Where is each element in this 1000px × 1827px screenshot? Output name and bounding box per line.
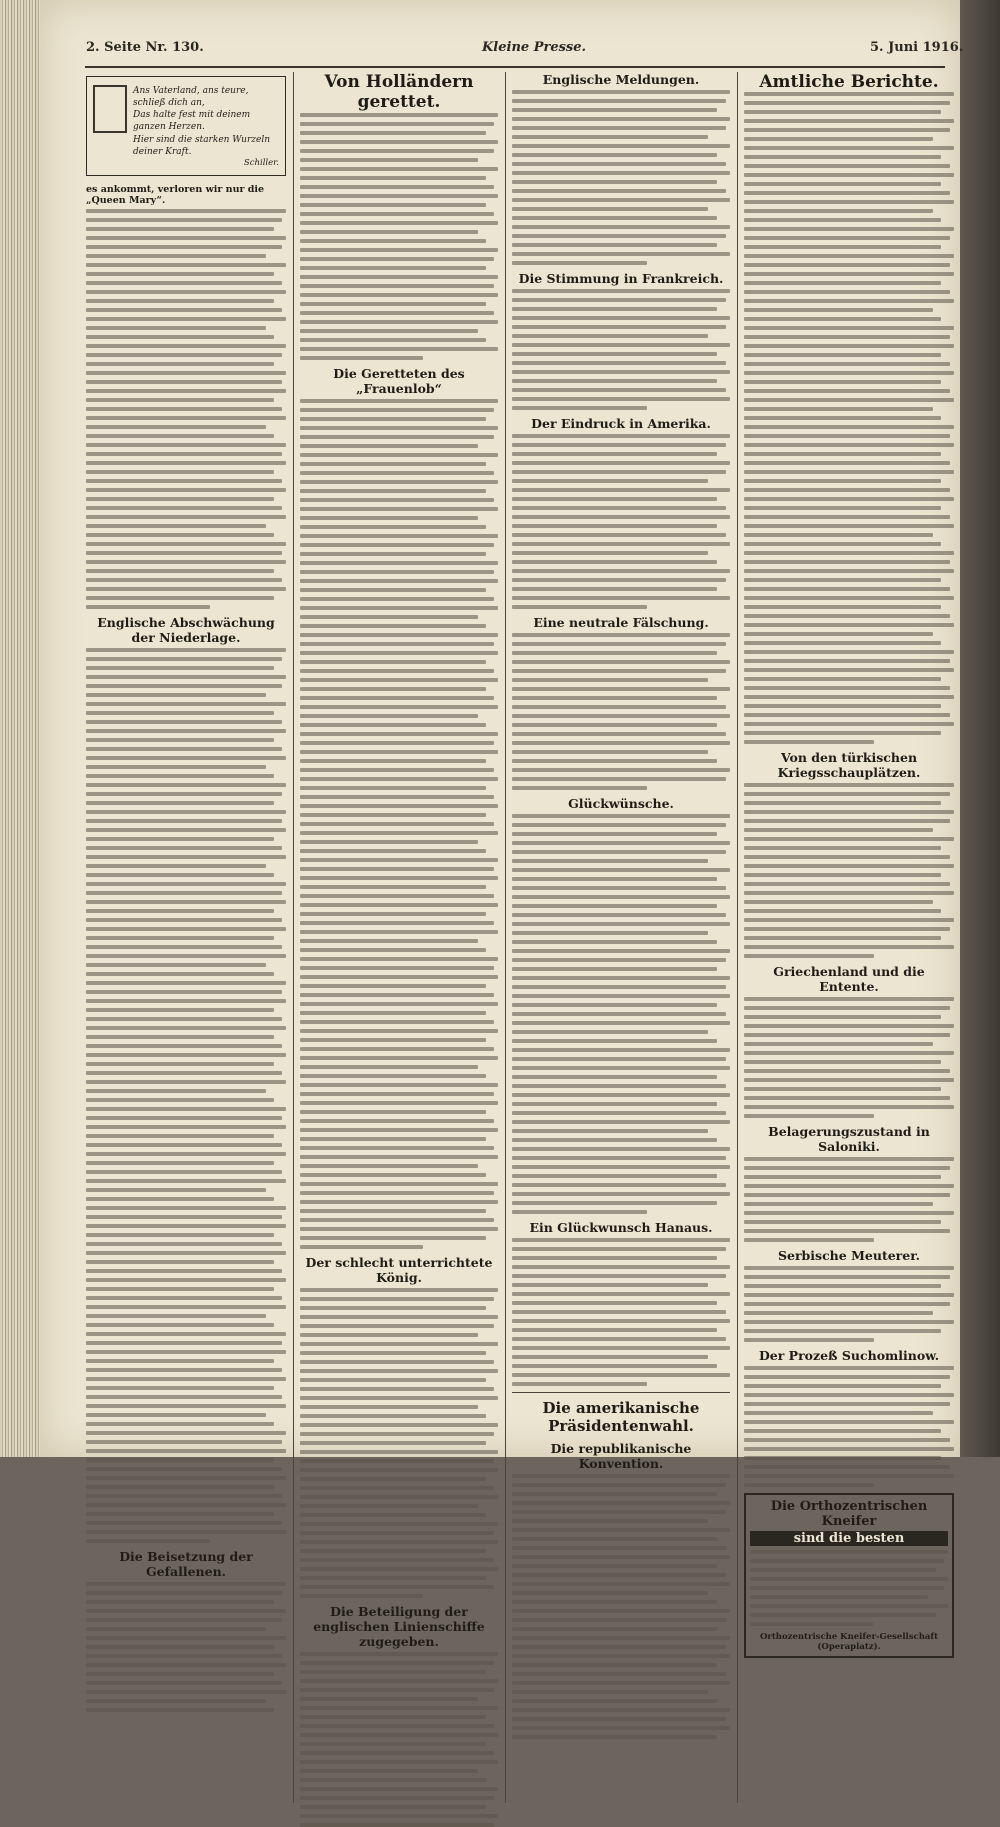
body-text bbox=[744, 997, 954, 1118]
column-rule bbox=[505, 72, 506, 1803]
body-text bbox=[86, 1582, 286, 1712]
advertisement-box bbox=[744, 1493, 954, 1658]
article-headline: Englische Meldungen. bbox=[542, 72, 700, 87]
body-text bbox=[512, 434, 730, 609]
column-2 bbox=[300, 72, 498, 1803]
issue-date: 5. Juni 1916. bbox=[870, 40, 964, 55]
poem-line: Hier sind die starken Wurzeln deiner Kraft. bbox=[133, 134, 271, 157]
article-headline: Der Eindruck in Amerika. bbox=[531, 416, 711, 431]
column-rule bbox=[737, 72, 738, 1803]
ad-footer: Orthozentrische Kneifer-Gesellschaft (Operaplatz). bbox=[759, 1632, 939, 1653]
ad-subtitle: sind die besten bbox=[750, 1531, 948, 1546]
poem-source: Schiller. bbox=[243, 157, 279, 168]
binding-shadow bbox=[960, 0, 1000, 1457]
article-headline: Die Geretteten des „Frauenlob“ bbox=[333, 365, 465, 396]
article-headline: Eine neutrale Fälschung. bbox=[533, 615, 709, 630]
article-headline: Serbische Meuterer. bbox=[777, 1248, 921, 1264]
poem-line: Ans Vaterland, ans teure, schließ dich an, bbox=[133, 86, 249, 109]
header-rule bbox=[85, 66, 945, 68]
article-headline: Der schlecht unterrichtete König. bbox=[305, 1254, 493, 1285]
article-subheadline: Die republikanische Konvention. bbox=[550, 1441, 692, 1471]
body-text bbox=[744, 783, 954, 958]
article-headline: Die Beteiligung der englischen Linienschiffe zugegeben. bbox=[313, 1603, 485, 1649]
ad-body-text bbox=[750, 1550, 948, 1626]
body-text bbox=[86, 648, 286, 1543]
newspaper-title: Kleine Presse. bbox=[482, 40, 587, 55]
article-headline: Die amerikanische Präsidentenwahl. bbox=[542, 1399, 700, 1435]
body-text bbox=[86, 209, 286, 609]
ad-title: Die Orthozentrischen Kneifer bbox=[770, 1499, 928, 1530]
body-text bbox=[744, 1266, 954, 1342]
body-text bbox=[512, 90, 730, 265]
body-text bbox=[300, 113, 498, 360]
article-headline: Glückwünsche. bbox=[568, 796, 674, 811]
body-text bbox=[744, 92, 954, 744]
article-headline: Griechenland und die Entente. bbox=[773, 964, 925, 995]
body-text bbox=[744, 1157, 954, 1242]
article-headline: Amtliche Berichte. bbox=[759, 72, 939, 92]
body-text bbox=[512, 633, 730, 790]
article-headline: Von Holländern gerettet. bbox=[324, 72, 474, 113]
article-headline: Belagerungszustand in Saloniki. bbox=[768, 1124, 930, 1155]
page-stack-edge bbox=[0, 0, 40, 1457]
poem-box bbox=[86, 76, 286, 176]
body-text bbox=[512, 1474, 730, 1739]
column-1 bbox=[86, 72, 286, 1803]
article-headline: Von den türkischen Kriegsschauplätzen. bbox=[777, 750, 921, 781]
body-text bbox=[744, 1366, 954, 1487]
body-text bbox=[512, 814, 730, 1214]
column-rule bbox=[293, 72, 294, 1803]
body-text bbox=[512, 1238, 730, 1386]
ornament-icon bbox=[93, 85, 127, 133]
article-headline: Der Prozeß Suchomlinow. bbox=[758, 1348, 940, 1364]
article-headline: Die Beisetzung der Gefallenen. bbox=[119, 1549, 253, 1580]
article-headline: Englische Abschwächung der Niederlage. bbox=[97, 615, 275, 646]
page-number: 2. Seite Nr. 130. bbox=[86, 40, 204, 55]
body-text bbox=[512, 289, 730, 410]
poem-line: Das halte fest mit deinem ganzen Herzen. bbox=[133, 110, 251, 133]
body-text bbox=[300, 399, 498, 1249]
lead-line: es ankommt, verloren wir nur die „Queen Mary“. bbox=[86, 184, 265, 207]
article-headline: Ein Glückwunsch Hanaus. bbox=[529, 1220, 713, 1235]
body-text bbox=[300, 1652, 498, 1827]
column-4 bbox=[744, 72, 954, 1803]
article-headline: Die Stimmung in Frankreich. bbox=[518, 271, 724, 286]
body-text bbox=[300, 1288, 498, 1598]
column-3 bbox=[512, 72, 730, 1803]
section-rule bbox=[512, 1392, 730, 1393]
